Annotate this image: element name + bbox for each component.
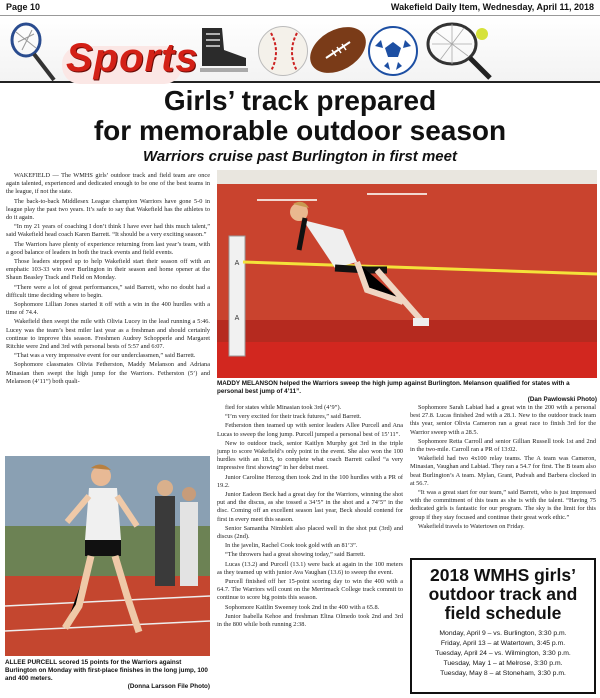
football-icon [306,22,370,78]
caption-text: ALLEE PURCELL scored 15 points for the Warriors against Burlington on Monday with first-place finishes in the long jump, 100 and 400 meters. [5,659,208,682]
sports-banner [0,15,600,83]
schedule-item: Tuesday, April 24 – vs. Wilmington, 3:30 p.m. [435,650,571,657]
schedule-title-line: field schedule [444,603,562,623]
soccer-ball-icon [368,26,418,76]
paragraph: “There were a lot of great performances,” said Barrett, who no doubt had a difficult time deciding where to begin. [6,283,210,299]
paragraph: Sophomore Sarah Labiad had a great win in the 200 with a personal best 27.8. Lucas finished 2nd with a 28.1. New to the outdoor track team this year, senior Olivia Cameron ran a great race to finish 3rd for the Warrior sweep with a 28.5. [410,404,596,436]
photo-credit: (Donna Larsson File Photo) [127,683,210,690]
paragraph: WAKEFIELD — The WMHS girls’ outdoor track and field team are once again talented, experienced and dedicated enough to be one of the best teams in the league, if not the state. [6,172,210,196]
paragraph: Fetherston then teamed up with senior leaders Allee Purcell and Ana Lucas to sweep the long jump. Purcell jumped a personal best of 15’11”. [217,422,403,438]
paragraph: Sophomore classmates Olivia Fetherston, Maddy Melanson and Adriana Minasian then swept the high jump for the Warriors. Fetherston (5’) and Melanson (4’11”) both quali- [6,361,210,385]
paragraph: “That was a very impressive event for our underclassmen,” said Barrett. [14,352,196,360]
paragraph: fied for states while Minasian took 3rd (4’9”). [225,404,342,411]
article-column-3 [410,404,596,554]
second-photo-caption [5,659,210,691]
caption-text: MADDY MELANSON helped the Warriors sweep the high jump against Burlington. Melanson qualified for states with a personal best jump of 4’11”. [217,380,570,395]
paragraph: Lucas (13.2) and Purcell (13.1) were back at again in the 100 meters as they teamed up with junior Ava Vaughan (13.6) to sweep the event. [217,560,403,576]
photo-credit: (Dan Pawlowski Photo) [527,396,597,403]
paper-dateline: Wakefield Daily Item, Wednesday, April 11, 2018 [390,2,594,12]
article-headline [0,86,600,146]
headline-line-2: for memorable outdoor season [93,115,507,146]
paragraph: Junior Isabella Kehoe and freshman Elina Olmedo took 2nd and 3rd in the 800 while both running 2:38. [217,612,403,629]
section-title: Sports [66,36,199,80]
paragraph: “It was a great start for our team,” said Barrett, who is just impressed with the commitment of this team as she is with the talent. “Having 75 dedicated girls is fantastic for our program. The sky is the limit for this group if they stay focused and continue their great work ethic.” [410,489,596,521]
schedule-item: Tuesday, May 8 – at Stoneham, 3:30 p.m. [440,670,566,677]
paragraph: Those leaders stepped up to help Wakefield start their season off with an emphatic 103-33 win over Burlington in their season and home opener at the Shaun Beasley Track and Field on Monday. [6,258,210,282]
paragraph: The back-to-back Middlesex League champion Warriors have gone 5-0 in league play the past two years. It’s safe to say that Wakefield has the athletes to do it again. [6,197,210,222]
paragraph: Wakefield travels to Watertown on Friday. [418,522,525,530]
page-header [0,0,600,14]
paragraph: “In my 21 years of coaching I don’t think I have ever had this much talent,” said Wakefield head coach Karen Barrett. “It should be a very exciting season.” [6,223,210,239]
paragraph: Wakefield had two 4x100 relay teams. The A team was Cameron, Minasian, Vaughan and Labiad. They ran a 54.7 for first. The B team also beat Burlington’s A team. Mylan, Grant, Pudvah and Barbera clocked in at 56.7. [410,455,596,487]
schedule-list [412,629,594,679]
lacrosse-stick-icon [4,22,60,82]
paragraph: In the javelin, Rachel Cook took gold with an 81’3”. [225,542,358,550]
article-column-1 [6,172,210,452]
paragraph: Sophomore Lillian Jones started it off with a win in the 400 hurdles with a time of 74.4. [6,301,210,317]
paragraph: The Warriors have plenty of experience returning from last year’s team, with a good balance of leaders in both the track events and field events. [6,240,210,256]
baseball-icon [258,26,308,76]
hockey-skate-icon [196,24,252,78]
paragraph: Junior Eadeon Beck had a great day for the Warriors, winning the shot put and the discus, as she tossed a 34’5” in the shot and a 74’5” in the disc. Coming off an excellent season last year, Beck should contend for first in every meet this season. [217,491,403,523]
paragraph: Junior Caroline Herzog then took 2nd in the 100 hurdles with a PR of 19.2. [217,473,403,489]
svg-text:A: A [234,315,240,322]
paragraph: “The throwers had a great showing today,” said Barrett. [225,551,366,559]
schedule-item: Friday, April 13 – at Watertown, 3:45 p.m. [440,640,566,647]
sprinter-photo [5,456,210,656]
page-number: Page 10 [6,2,41,12]
article-column-2 [217,404,403,694]
paragraph: Sophomore Retta Carroll and senior Gillian Russell took 1st and 2nd in the two-mile. Carroll ran a PR of 13:02. [410,437,596,454]
main-photo-caption [217,380,597,404]
high-jump-photo [217,170,597,378]
schedule-item: Tuesday, May 1 – at Melrose, 3:30 p.m. [443,660,563,667]
tennis-racket-icon [422,20,494,82]
schedule-title-line: outdoor track and [428,584,578,604]
headline-line-1: Girls’ track prepared [163,85,437,116]
paragraph: “I’m very excited for their track futures,” said Barrett. [225,413,362,421]
paragraph: Sophomore Kaitlin Sweeney took 2nd in the 400 with a 65.8. [225,603,380,611]
paragraph: Senior Samantha Nimblett also placed well in the shot put (3rd) and discus (2nd). [217,524,403,541]
paragraph: Wakefield then swept the mile with Olivia Lucey in the lead running a 5:46. Lucey was the team’s best miler last year as a freshman and should certainly continue to improve this season. Freshmen Audrey Schopperle and Margaret Ritchie were 2nd and 3rd with personal bests of 5:57 and 6:07. [6,318,210,351]
schedule-title [412,566,594,623]
article-subhead: Warriors cruise past Burlington in first meet [143,148,457,165]
schedule-item: Monday, April 9 – vs. Burlington, 3:30 p.m. [439,630,567,637]
svg-text:A: A [234,260,240,267]
paragraph: New to outdoor track, senior Kaitlyn Murphy got 3rd in the triple jump to score Wakefield’s only point in the event. She also won the 100 hurdles with an 18.5, to complete what coach Barrett called “a very impressive first showing” in her debut meet. [217,439,403,472]
schedule-box [410,558,596,694]
schedule-title-line: 2018 WMHS girls’ [430,565,576,585]
paragraph: Purcell finished off her 15-point scoring day to win the 400 with a 64.7. The Warriors will count on the Merrimack College track commit to continue to score big points this season. [217,578,403,602]
